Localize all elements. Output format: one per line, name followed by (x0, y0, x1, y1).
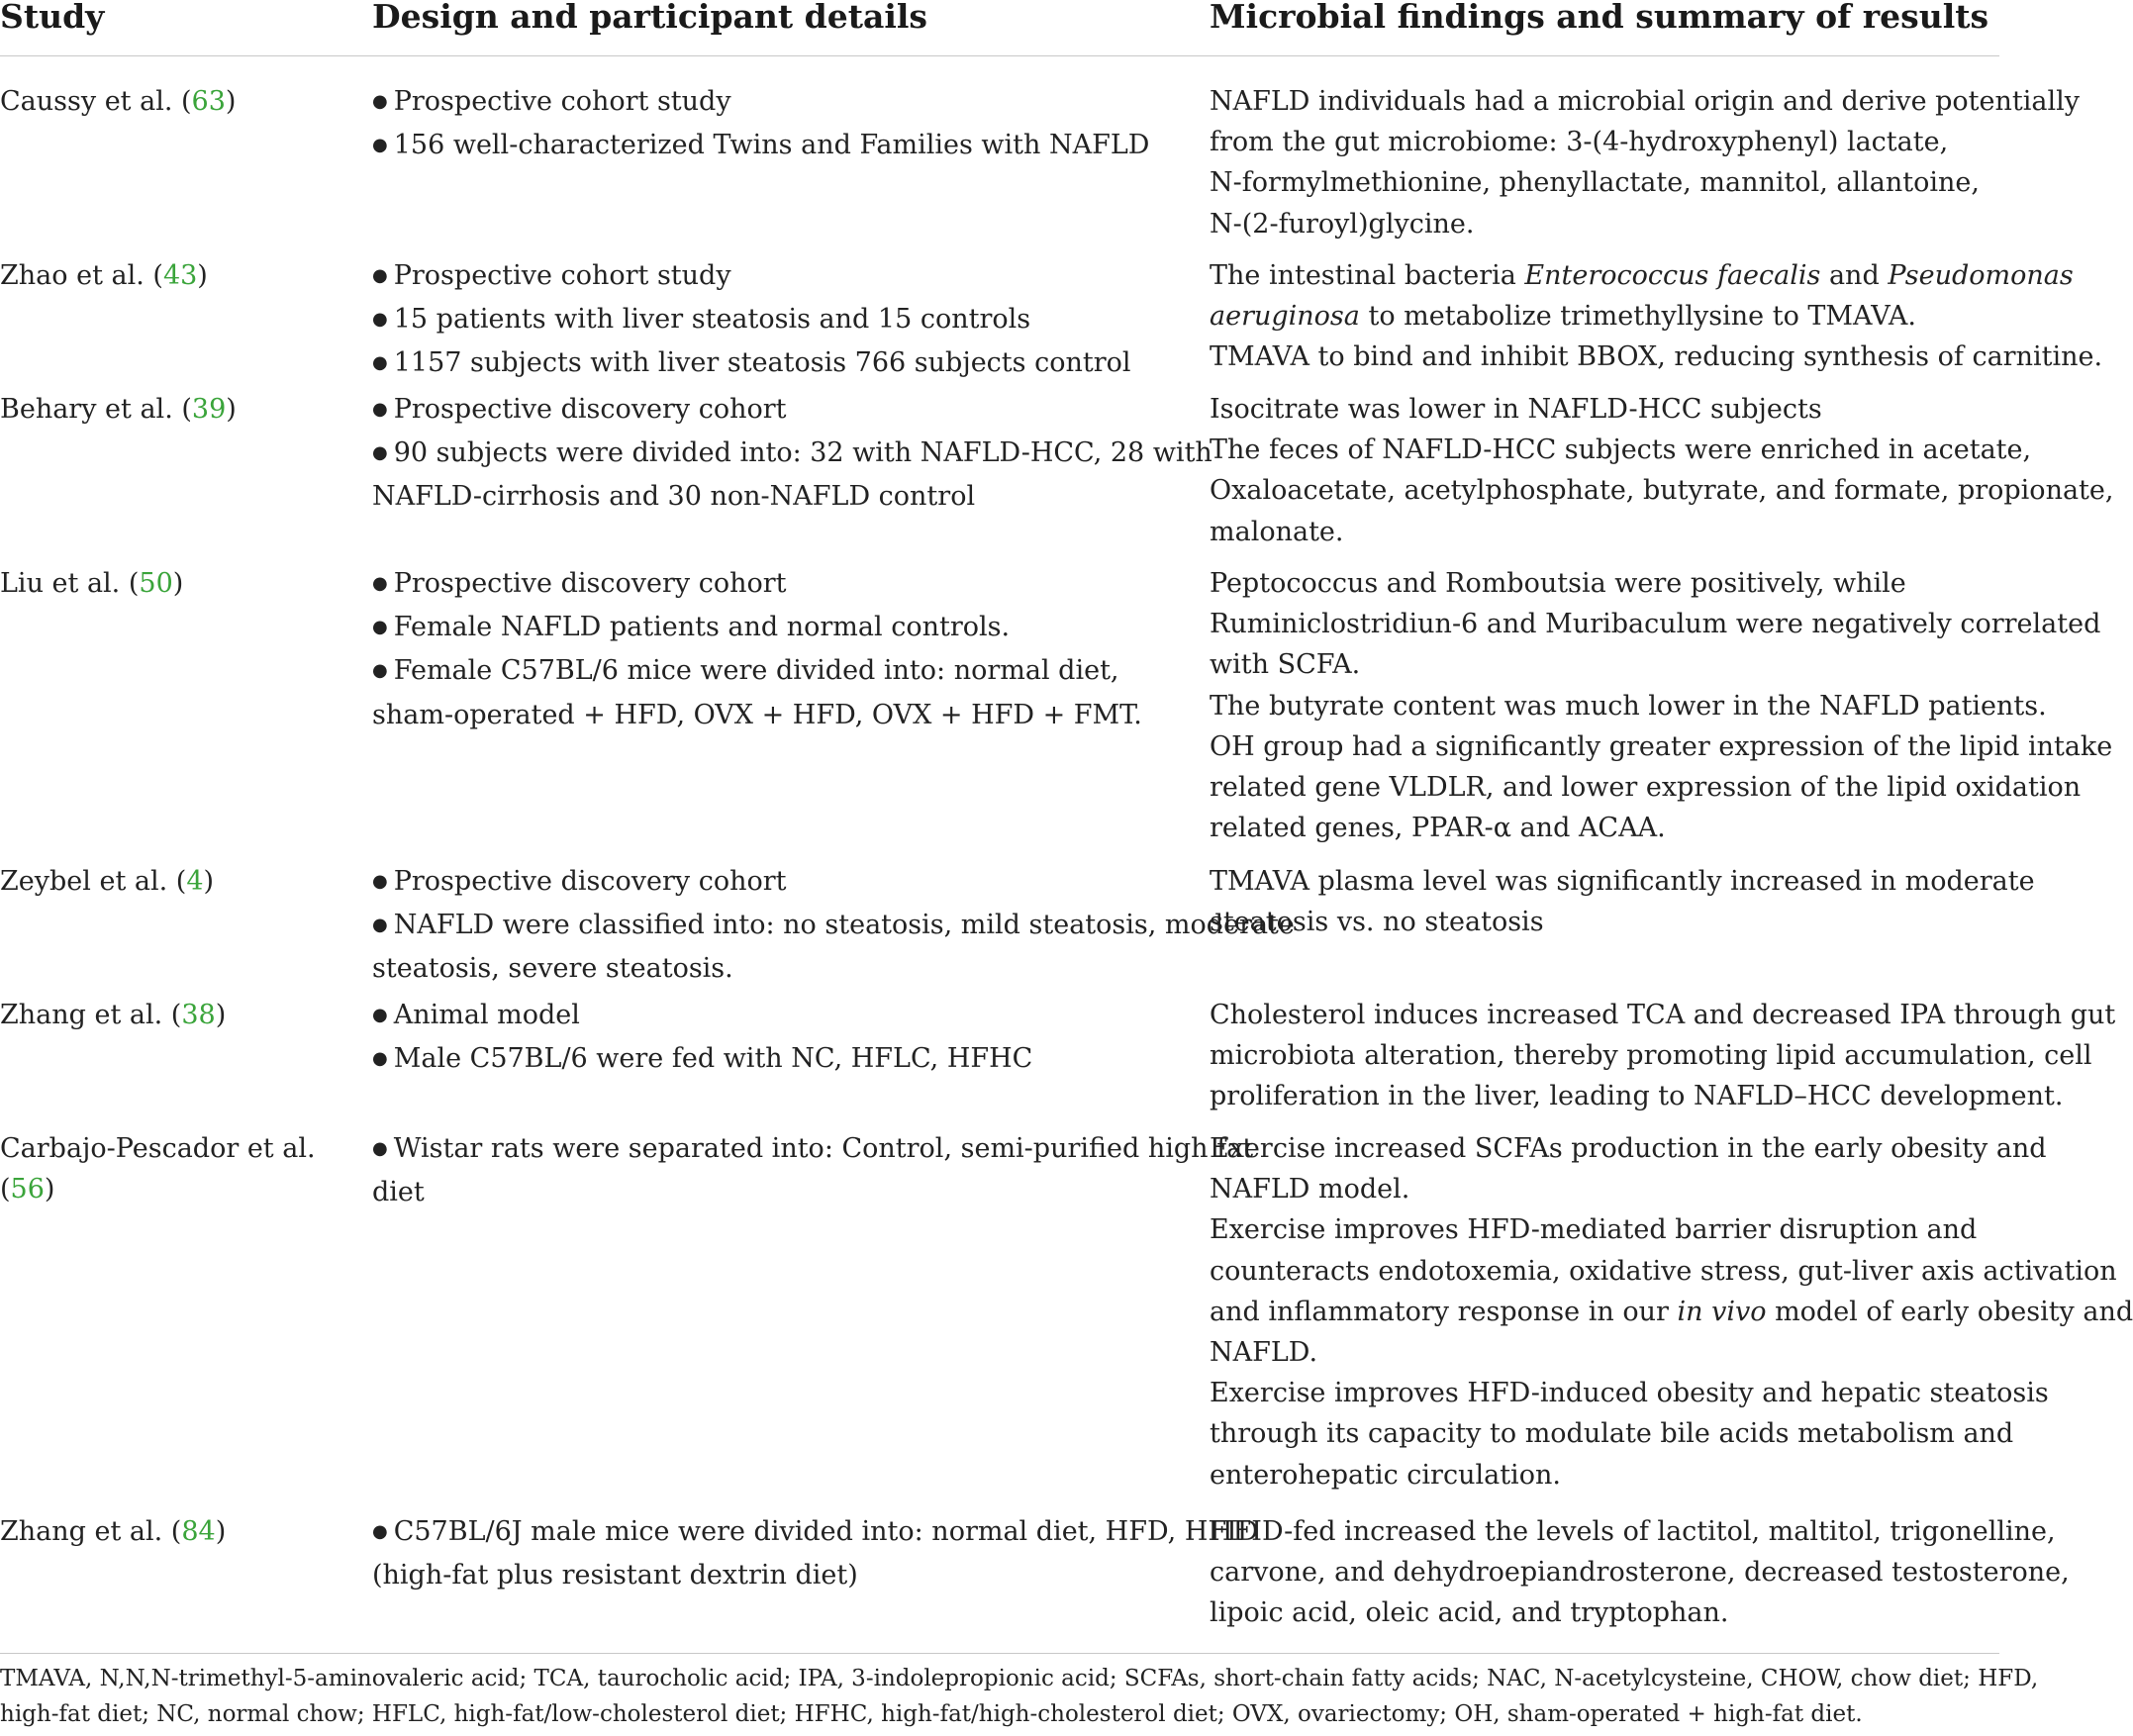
list-item: ● Prospective discovery cohort (372, 866, 787, 897)
list-item: ● Animal model (372, 1000, 580, 1030)
bullet-icon: ● (372, 1138, 388, 1159)
study-cell: Zhao et al. (43) (0, 260, 208, 291)
bullet-icon: ● (372, 399, 388, 420)
findings-cell: Peptococcus and Romboutsia were positively, while Ruminiclostridiun-6 and Muribaculum were negatively correlated with SCFA. The butyrate content was much lower in the NAFLD patients. OH group had a significantly greater expression of the lipid intake related gene VLDLR, and lower expression of the lipid oxidation related genes, PPAR-α and ACAA. (1210, 568, 2113, 844)
bullet-icon: ● (372, 265, 388, 286)
bullet-icon: ● (372, 871, 388, 892)
column-header-design: Design and participant details (372, 0, 927, 36)
bullet-icon: ● (372, 1048, 388, 1070)
list-item: ● 15 patients with liver steatosis and 15 controls (372, 304, 1031, 336)
findings-cell: Cholesterol induces increased TCA and decreased IPA through gut microbiota alteration, thereby promoting lipid accumulation, cell proliferation in the liver, leading to NAFLD–HCC development. (1210, 1000, 2116, 1112)
findings-cell: HFID-fed increased the levels of lactitol, maltitol, trigonelline, carvone, and dehydroepiandrosterone, decreased testosterone, lipoic acid, oleic acid, and tryptophan. (1210, 1516, 2070, 1629)
bullet-icon: ● (372, 660, 388, 682)
list-item: ● Prospective cohort study (372, 260, 731, 291)
bullet-icon: ● (372, 915, 388, 936)
reference-link[interactable]: 56 (10, 1174, 45, 1206)
design-cell: ● Prospective discovery cohort ● Female NAFLD patients and normal controls. ● Female C57BL/6 mice were divided into: normal diet, sham-operated + HFD, OVX + HFD, OVX + HFD + FMT. (372, 563, 1174, 735)
study-cell: Carbajo-Pescador et al. (56) (0, 1133, 316, 1206)
list-item: ● 156 well-characterized Twins and Families with NAFLD (372, 130, 1150, 161)
study-cell: Liu et al. (50) (0, 568, 184, 599)
study-cell: Caussy et al. (63) (0, 86, 237, 117)
design-cell (372, 255, 1174, 387)
reference-link[interactable]: 38 (181, 1000, 216, 1030)
bullet-icon: ● (372, 1005, 388, 1025)
findings-cell: NAFLD individuals had a microbial origin and derive potentially from the gut microbiome: 3-(4-hydroxyphenyl) lactate, N-formylmethionine, phenyllactate, mannitol, allantoine, N-(2-furoyl)glycine. (1210, 86, 2081, 240)
findings-cell: Exercise increased SCFAs production in the early obesity and NAFLD model. Exercise improves HFD-mediated barrier disruption and counteracts endotoxemia, oxidative stress, gut-liver axis activation and inflammatory response in our in vivo model of early obesity and NAFLD. Exercise improves HFD-induced obesity and hepatic steatosis through its capacity to modulate bile acids metabolism and enterohepatic circulation. (1210, 1133, 2133, 1491)
bullet-icon: ● (372, 573, 388, 594)
list-item: ● Female C57BL/6 mice were divided into: normal diet, (372, 655, 1119, 687)
findings-cell: TMAVA plasma level was significantly increased in moderate steatosis vs. no steatosis (1210, 866, 2035, 938)
design-cell: ● Wistar rats were separated into: Control, semi-purified high fat diet (372, 1128, 1174, 1212)
bullet-icon: ● (372, 91, 388, 112)
column-header-findings: Microbial findings and summary of results (1210, 0, 1989, 36)
design-cell (372, 81, 1174, 168)
bullet-icon: ● (372, 309, 388, 331)
bullet-icon: ● (372, 442, 388, 464)
findings-cell: Isocitrate was lower in NAFLD-HCC subjects The feces of NAFLD-HCC subjects were enriched in acetate, Oxaloacetate, acetylphosphate, butyrate, and formate, propionate, malonate. (1210, 394, 2114, 547)
list-item: ● Prospective discovery cohort (372, 568, 787, 599)
bullet-icon: ● (372, 352, 388, 374)
design-cell: ● Prospective discovery cohort ● 90 subjects were divided into: 32 with NAFLD-HCC, 28 with NAFLD-cirrhosis and 30 non-NAFLD control (372, 389, 1174, 518)
footer-rule (0, 1653, 1999, 1654)
study-cell: Zeybel et al. (4) (0, 866, 215, 897)
design-cell: ● C57BL/6J male mice were divided into: normal diet, HFD, HFID (high-fat plus resistant dextrin diet) (372, 1511, 1174, 1595)
reference-link[interactable]: 84 (181, 1516, 216, 1547)
bullet-icon: ● (372, 617, 388, 638)
design-cell (372, 995, 1174, 1082)
list-item: ● Prospective discovery cohort (372, 394, 787, 425)
list-item: ● Female NAFLD patients and normal controls. (372, 612, 1011, 643)
findings-cell: The intestinal bacteria Enterococcus faecalis and Pseudomonas aeruginosa to metabolize trimethyllysine to TMAVA. TMAVA to bind and inhibit BBOX, reducing synthesis of carnitine. (1210, 260, 2103, 373)
list-item: ● NAFLD were classified into: no steatosis, mild steatosis, moderate (372, 910, 1295, 941)
header-rule (0, 55, 1999, 56)
list-item: ● Male C57BL/6 were fed with NC, HFLC, HFHC (372, 1043, 1033, 1075)
list-item: ● 90 subjects were divided into: 32 with NAFLD-HCC, 28 with (372, 437, 1212, 469)
list-item: ● Prospective cohort study (372, 86, 731, 117)
table-footnote: TMAVA, N,N,N-trimethyl-5-aminovaleric acid; TCA, taurocholic acid; IPA, 3-indolepropionic acid; SCFAs, short-chain fatty acids; NAC, N-acetylcysteine, CHOW, chow diet; HFD, high-fat diet; NC, normal chow; HFLC, high-fat/low-cholesterol diet; HFHC, high-fat/high-cholesterol diet; OVX, ovariectomy; OH, sham-operated + high-fat diet. (0, 1666, 2039, 1727)
bullet-icon: ● (372, 135, 388, 156)
reference-link[interactable]: 63 (191, 86, 226, 117)
reference-link[interactable]: 43 (162, 260, 198, 291)
design-cell: ● Prospective discovery cohort ● NAFLD were classified into: no steatosis, mild steatosis, moderate steatosis, severe steatosis. (372, 861, 1174, 990)
reference-link[interactable]: 4 (186, 866, 204, 897)
study-cell: Behary et al. (39) (0, 394, 237, 425)
column-header-study: Study (0, 0, 105, 36)
list-item: ● 1157 subjects with liver steatosis 766 subjects control (372, 347, 1131, 379)
study-cell: Zhang et al. (84) (0, 1516, 227, 1547)
bullet-icon: ● (372, 1521, 388, 1542)
list-item: ● C57BL/6J male mice were divided into: normal diet, HFD, HFID (372, 1516, 1259, 1547)
reference-link[interactable]: 39 (191, 394, 227, 425)
study-cell: Zhang et al. (38) (0, 1000, 227, 1030)
list-item: ● Wistar rats were separated into: Control, semi-purified high fat (372, 1133, 1254, 1164)
reference-link[interactable]: 50 (139, 568, 173, 599)
